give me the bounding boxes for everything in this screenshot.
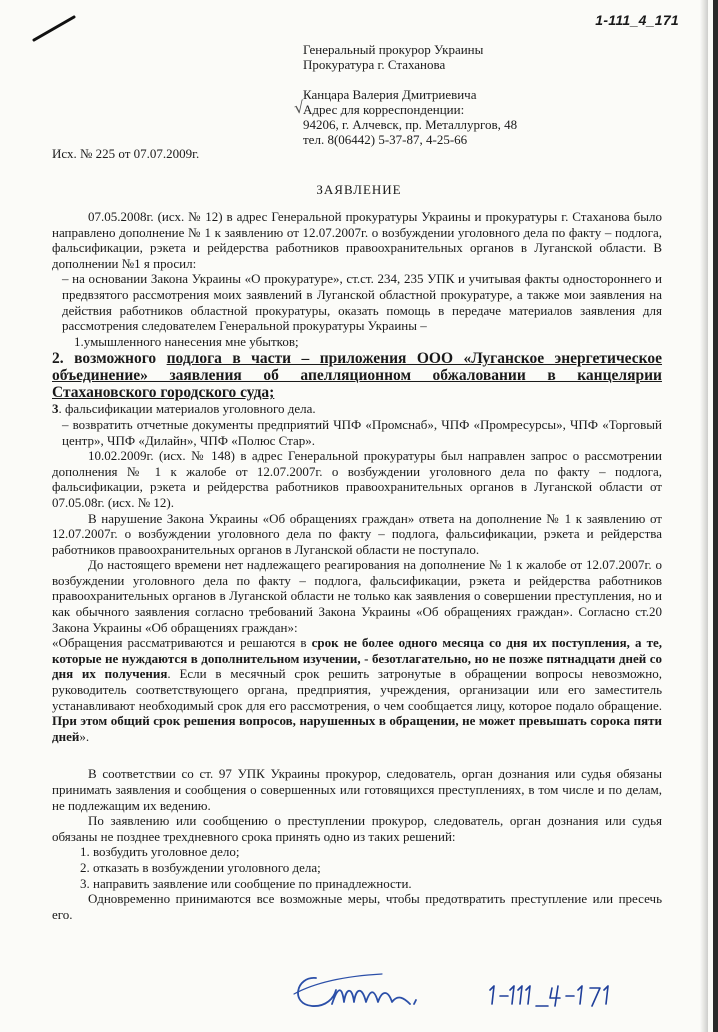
- paragraph: До настоящего времени нет надлежащего реагирования на дополнение № 1 к жалобе от 12.07.2007г. о возбуждении уголовного дела по факту – подлога, фальсификации, рэкета и рейдерства работников правоохранительных органов в Луганской области не только как заявления о совершении преступления, но и как обычного заявления согласно требований Закона Украины «Об обращениях граждан». Согласно ст.20 Закона Украины «Об обращениях граждан»:: [52, 557, 662, 635]
- law-quote: [52, 635, 662, 744]
- item-number: 3: [52, 401, 59, 417]
- list-item: 1.умышленного нанесения мне убытков;: [74, 333, 299, 349]
- paragraph: – на основании Закона Украины «О прокуратуре», ст.ст. 234, 235 УПК и учитывая факты одностороннего и предвзятого рассмотрения моих заявлений в Луганской областной прокуратуре, а также мои заявления на действия работников областной прокуратуры, оказать помощь в передаче материалов заявления для рассмотрения следователем Генеральной прокуратуры Украины –: [62, 271, 662, 334]
- decision-item: 3. направить заявление или сообщение по принадлежности.: [80, 875, 412, 891]
- document-body: [52, 209, 662, 922]
- sender-address: 94206, г. Алчевск, пр. Металлургов, 48: [303, 117, 518, 132]
- handwritten-signature: [286, 964, 436, 1018]
- item-text: . возможного: [59, 350, 167, 368]
- paragraph: 10.02.2009г. (исх. № 148) в адрес Генеральной прокуратуры был направлен запрос о рассмотрении дополнения № 1 к жалобе от 12.07.2007г. о возбуждении уголовного дела по факту – подлога, фальсификации, рэкета и рейдерства работников правоохранительных органов в Луганской области от 07.05.08г. (исх. № 12).: [52, 448, 662, 510]
- paragraph: В соответствии со ст. 97 УПК Украины прокурор, следователь, орган дознания или судья обязаны принимать заявления и сообщения о совершенных или готовящихся преступлениях, в том числе и по делам, не подлежащим их ведению.: [52, 766, 662, 813]
- paragraph: 07.05.2008г. (исх. № 12) в адрес Генеральной прокуратуры Украины и прокуратуры г. Стаханова было направлено дополнение № 1 к заявлению от 12.07.2007г. о возбуждении уголовного дела по факту – подлога, фальсификации, рэкета и рейдерства работников правоохранительных органов в Луганской области. В дополнении №1 я просил:: [52, 209, 662, 271]
- sender-name: Канцара Валерия Дмитриевича: [303, 87, 477, 102]
- check-mark: √: [292, 97, 306, 118]
- quote-text: ».: [79, 728, 90, 744]
- handwritten-case-number: [488, 976, 618, 1010]
- decision-item: 2. отказать в возбуждении уголовного дела;: [80, 859, 321, 875]
- sender-phone: тел. 8(06442) 5-37-87, 4-25-66: [303, 132, 468, 147]
- list-item-emphasized: [52, 350, 662, 401]
- item-number: 2: [52, 350, 60, 368]
- quote-bold-text: При этом общий срок решения вопросов, нарушенных в обращении, не может превышать сорока пяти дней: [52, 713, 662, 744]
- paragraph: В нарушение Закона Украины «Об обращениях граждан» ответа на дополнение № 1 к заявлению от 12.07.2007г. о возбуждении уголовного дела по факту – подлога, фальсификации, рэкета и рейдерства работников правоохранительных органов в Луганской области не поступало.: [52, 510, 662, 557]
- list-item: [52, 401, 662, 417]
- document-title: ЗАЯВЛЕНИЕ: [316, 182, 402, 197]
- quote-bold-text: срок не более одного месяца со дня их поступления, а те, которые не нуждаются в дополнительном изучении, - безотлагательно, но не позже пятнадцати дней со дня их получения: [52, 635, 662, 682]
- page-edge-shadow: [700, 0, 708, 1032]
- paragraph: – возвратить отчетные документы предприятий ЧПФ «Промснаб», ЧПФ «Промресурсы», ЧПФ «Торговый центр», ЧПФ «Дилайн», ЧПФ «Полюс Стар».: [62, 416, 662, 448]
- decision-item: 1. возбудить уголовное дело;: [80, 844, 240, 860]
- paragraph: Одновременно принимаются все возможные меры, чтобы предотвратить преступление или пресечь его.: [52, 891, 662, 922]
- outgoing-number: Исх. № 225 от 07.07.2009г.: [52, 146, 200, 161]
- recipient-line-1: Генеральный прокурор Украины: [303, 42, 484, 57]
- item-underlined-text: подлога в части – приложения ООО «Луганское энергетическое объединение» заявления об апелляционном обжаловании в канцелярии Стахановского городского суда;: [52, 350, 662, 402]
- letter-header: [303, 42, 517, 147]
- item-text: . фальсификации материалов уголовного дела.: [58, 401, 316, 417]
- quote-text: . Если в месячный срок решить затронутые в обращении вопросы невозможно, руководитель соответствующего органа, предприятия, учреждения, организации или его заместитель устанавливают необходимый срок для его рассмотрения, о чем сообщается лицу, которое подало обращение.: [52, 666, 662, 713]
- pen-stroke-mark: [32, 14, 76, 42]
- paragraph: По заявлению или сообщению о преступлении прокурор, следователь, орган дознания или судья обязаны не позднее трехдневного срока принять одно из таких решений:: [52, 813, 662, 844]
- recipient-line-2: Прокуратура г. Стаханова: [303, 57, 446, 72]
- document-id: 1-111_4_171: [595, 12, 679, 28]
- address-label: Адрес для корреспонденции:: [303, 102, 465, 117]
- quote-text: «Обращения рассматриваются и решаются в: [52, 635, 312, 651]
